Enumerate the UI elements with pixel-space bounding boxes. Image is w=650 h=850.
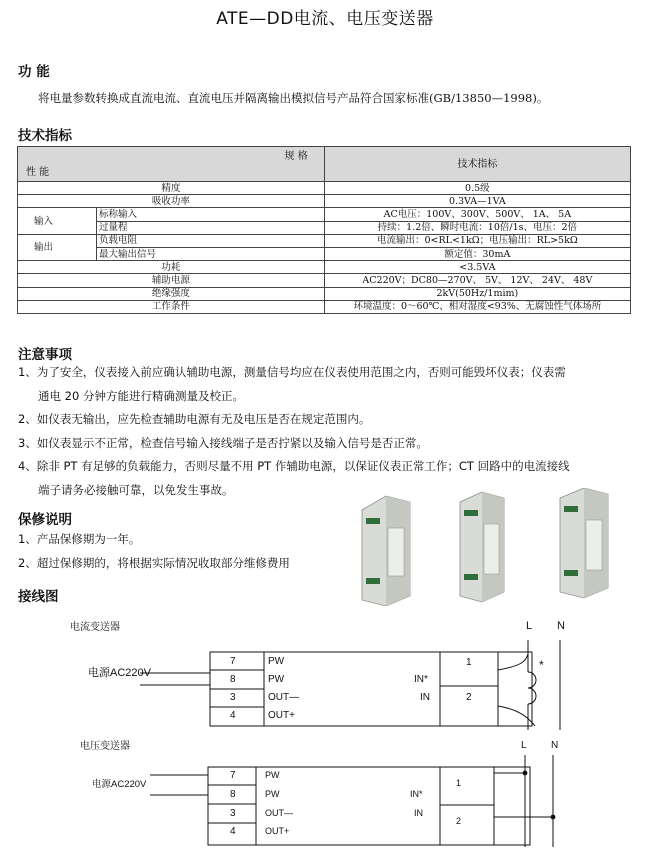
spec-label: 负载电阻 [97, 234, 325, 247]
spec-value: <3.5VA [324, 261, 630, 274]
spec-value: 0.5级 [324, 182, 630, 195]
spec-value: 环境温度：0～60℃、相对湿度<93%、无腐蚀性气体场所 [324, 300, 630, 313]
terminal-num: 8 [230, 789, 236, 800]
table-row [18, 274, 631, 287]
spec-header-tech: 技术指标 [324, 147, 630, 182]
note-item: 1、为了安全，仪表接入前应确认辅助电源，测量信号均应在仪表使用范围之内，否则可能毁坏仪表；仪表需 [18, 365, 566, 379]
specs-heading: 技术指标 [18, 128, 72, 144]
polarity-star: * [539, 658, 544, 672]
spec-label: 标称输入 [97, 208, 325, 221]
spec-value: 2kV(50Hz/1mim) [324, 287, 630, 300]
spec-label: 最大输出信号 [97, 247, 325, 260]
note-item: 通电 20 分钟方能进行精确测量及校正。 [38, 388, 244, 403]
spec-label: 功耗 [18, 261, 325, 274]
function-heading: 功 能 [18, 64, 50, 80]
spec-group-input: 输入 [18, 208, 97, 234]
notes-heading: 注意事项 [18, 347, 72, 363]
in-label: IN [420, 692, 430, 703]
spec-label: 过量程 [97, 221, 325, 234]
notes-list [18, 361, 638, 502]
in-label: IN* [414, 674, 428, 685]
warranty-heading: 保修说明 [18, 512, 72, 528]
spec-header-perf: 性 能 [26, 167, 50, 178]
spec-value: 额定值：30mA [324, 247, 630, 260]
current-wiring-diagram [140, 640, 580, 730]
current-N-label: N [557, 620, 565, 632]
voltage-L-label: L [521, 740, 527, 751]
terminal-num: 7 [230, 656, 236, 667]
spec-label: 工作条件 [18, 300, 325, 313]
warranty-item: 1、产品保修期为一年。 [18, 532, 141, 546]
spec-value: AC电压：100V、300V、500V、 1A、 5A [324, 208, 630, 221]
in-label: IN [414, 808, 423, 818]
spec-label: 辅助电源 [18, 274, 325, 287]
block-label: 2 [466, 692, 472, 703]
terminal-label: PW [268, 674, 285, 685]
note-item: 端子请务必接触可靠，以免发生事故。 [38, 482, 234, 497]
terminal-label: OUT+ [268, 710, 295, 721]
spec-group-output: 输出 [18, 234, 97, 260]
voltage-wiring-diagram [150, 755, 570, 847]
current-L-label: L [526, 620, 533, 632]
product-photo [352, 488, 632, 606]
block-label: 2 [456, 816, 462, 826]
transmitter-module-1 [362, 496, 410, 606]
terminal-num: 3 [230, 692, 236, 703]
terminal-label: OUT— [268, 692, 300, 703]
terminal-num: 8 [230, 674, 236, 685]
terminal-num: 4 [230, 826, 236, 837]
table-row [18, 221, 631, 234]
spec-value: 0.3VA—1VA [324, 195, 630, 208]
terminal-num: 4 [230, 710, 236, 721]
table-row [18, 195, 631, 208]
note-item: 3、如仪表显示不正常，检查信号输入接线端子是否拧紧以及输入信号是否正常。 [18, 435, 428, 450]
table-row [18, 234, 631, 247]
block-label: 1 [466, 657, 472, 668]
in-label: IN* [410, 789, 423, 799]
terminal-label: PW [268, 656, 285, 667]
transmitter-module-2 [460, 492, 504, 602]
page-title: ATE—DD电流、电压变送器 [216, 9, 434, 29]
transmitter-module-3 [560, 488, 608, 598]
voltage-power-label: 电源AC220V [92, 779, 147, 790]
note-item: 2、如仪表无输出，应先检查辅助电源有无及电压是否在规定范围内。 [18, 412, 371, 426]
wiring-heading: 接线图 [18, 589, 59, 605]
spec-label: 精度 [18, 182, 325, 195]
table-row [18, 208, 631, 221]
terminal-label: OUT+ [265, 826, 290, 836]
spec-value: 电流输出：0<RL<1kΩ；电压输出：RL>5kΩ [324, 234, 630, 247]
current-power-label: 电源AC220V [88, 667, 151, 679]
voltage-diagram-title: 电压变送器 [80, 741, 130, 752]
terminal-label: PW [265, 789, 280, 799]
warranty-item: 2、超过保修期的，将根据实际情况收取部分维修费用 [18, 556, 290, 570]
terminal-num: 3 [230, 808, 236, 819]
terminal-label: PW [265, 770, 280, 780]
note-item: 4、除非 PT 有足够的负载能力，否则尽量不用 PT 作辅助电源，以保证仪表正常工作；CT 回路中的电流接线 [18, 459, 570, 473]
warranty-list [18, 527, 290, 575]
terminal-label: OUT— [265, 808, 293, 818]
spec-header-spec: 规 格 [284, 151, 308, 162]
table-row [18, 300, 631, 313]
function-text: 将电量参数转换成直流电流、直流电压并隔离输出模拟信号产品符合国家标准(GB/13850—1998)。 [38, 91, 549, 105]
table-row [18, 261, 631, 274]
spec-table-header [18, 147, 631, 182]
spec-label: 吸收功率 [18, 195, 325, 208]
spec-label: 绝缘强度 [18, 287, 325, 300]
table-row [18, 182, 631, 195]
block-label: 1 [456, 778, 462, 788]
terminal-num: 7 [230, 770, 236, 781]
spec-value: AC220V；DC80—270V、 5V、 12V、 24V、 48V [324, 274, 630, 287]
current-diagram-title: 电流变送器 [70, 622, 120, 633]
table-row [18, 287, 631, 300]
spec-value: 持续：1.2倍、瞬时电流：10倍/1s、电压：2倍 [324, 221, 630, 234]
voltage-N-label: N [551, 740, 559, 751]
spec-header-diagonal-cell [18, 147, 325, 182]
spec-table [17, 146, 631, 314]
table-row [18, 247, 631, 260]
